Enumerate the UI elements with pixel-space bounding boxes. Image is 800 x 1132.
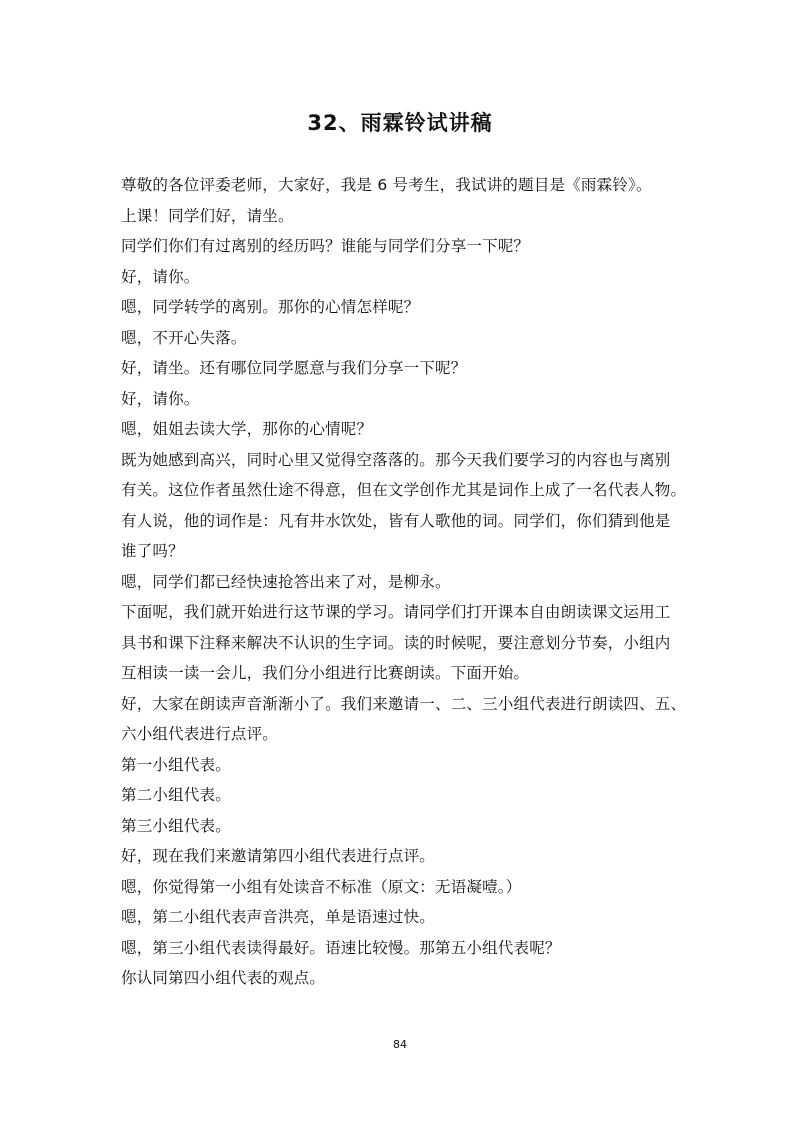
paragraph-line: 上课！同学们好，请坐。	[121, 206, 294, 225]
paragraph-line: 有关。这位作者虽然仕途不得意，但在文学创作尤其是词作上成了一名代表人物。	[121, 481, 687, 499]
paragraph-line: 具书和课下注释来解决不认识的生字词。读的时候呢，要注意划分节奏，小组内	[121, 633, 671, 652]
paragraph-line: 互相读一读一会儿，我们分小组进行比赛朗读。下面开始。	[121, 664, 530, 682]
paragraph-line: 好，请坐。还有哪位同学愿意与我们分享一下呢？	[121, 359, 467, 377]
paragraph-line: 第二小组代表。	[121, 786, 231, 804]
paragraph-line: 嗯，同学转学的离别。那你的心情怎样呢？	[121, 298, 420, 316]
paragraph-line: 同学们你们有过离别的经历吗？谁能与同学们分享一下呢？	[121, 237, 530, 255]
paragraph-line: 尊敬的各位评委老师，大家好，我是 6 号考生，我试讲的题目是《雨霖铃》。	[121, 176, 652, 194]
paragraph-line: 谁了吗？	[121, 542, 184, 560]
paragraph-line: 嗯，姐姐去读大学，那你的心情呢？	[121, 420, 373, 438]
paragraph-line: 六小组代表进行点评。	[121, 725, 279, 743]
paragraph-line: 嗯，第三小组代表读得最好。语速比较慢。那第五小组代表呢？	[121, 938, 561, 957]
paragraph-line: 嗯，不开心失落。	[121, 328, 247, 347]
page-number: 84	[393, 1038, 407, 1051]
paragraph-line: 嗯，你觉得第一小组有处读音不标准（原文：无语凝噎。）	[121, 877, 522, 896]
page-title: 32、雨霖铃试讲稿	[307, 111, 493, 135]
paragraph-line: 好，请你。	[121, 267, 200, 286]
paragraph-line: 好，大家在朗读声音渐渐小了。我们来邀请一、二、三小组代表进行朗读四、五、	[121, 694, 687, 713]
paragraph-line: 第三小组代表。	[121, 816, 231, 835]
body-text	[121, 170, 687, 994]
paragraph-line: 你认同第四小组代表的观点。	[121, 969, 326, 987]
paragraph-line: 好，请你。	[121, 389, 200, 408]
paragraph-line: 有人说，他的词作是：凡有井水饮处，皆有人歌他的词。同学们，你们猜到他是	[121, 511, 671, 530]
paragraph-line: 下面呢，我们就开始进行这节课的学习。请同学们打开课本自由朗读课文运用工	[121, 603, 671, 621]
paragraph-line: 第一小组代表。	[121, 755, 231, 774]
paragraph-line: 嗯，同学们都已经快速抢答出来了对，是柳永。	[121, 572, 451, 591]
paragraph-line: 既为她感到高兴，同时心里又觉得空落落的。那今天我们要学习的内容也与离别	[121, 450, 671, 469]
paragraph-line: 嗯，第二小组代表声音洪亮，单是语速过快。	[121, 908, 436, 926]
paragraph-line: 好，现在我们来邀请第四小组代表进行点评。	[121, 847, 436, 865]
